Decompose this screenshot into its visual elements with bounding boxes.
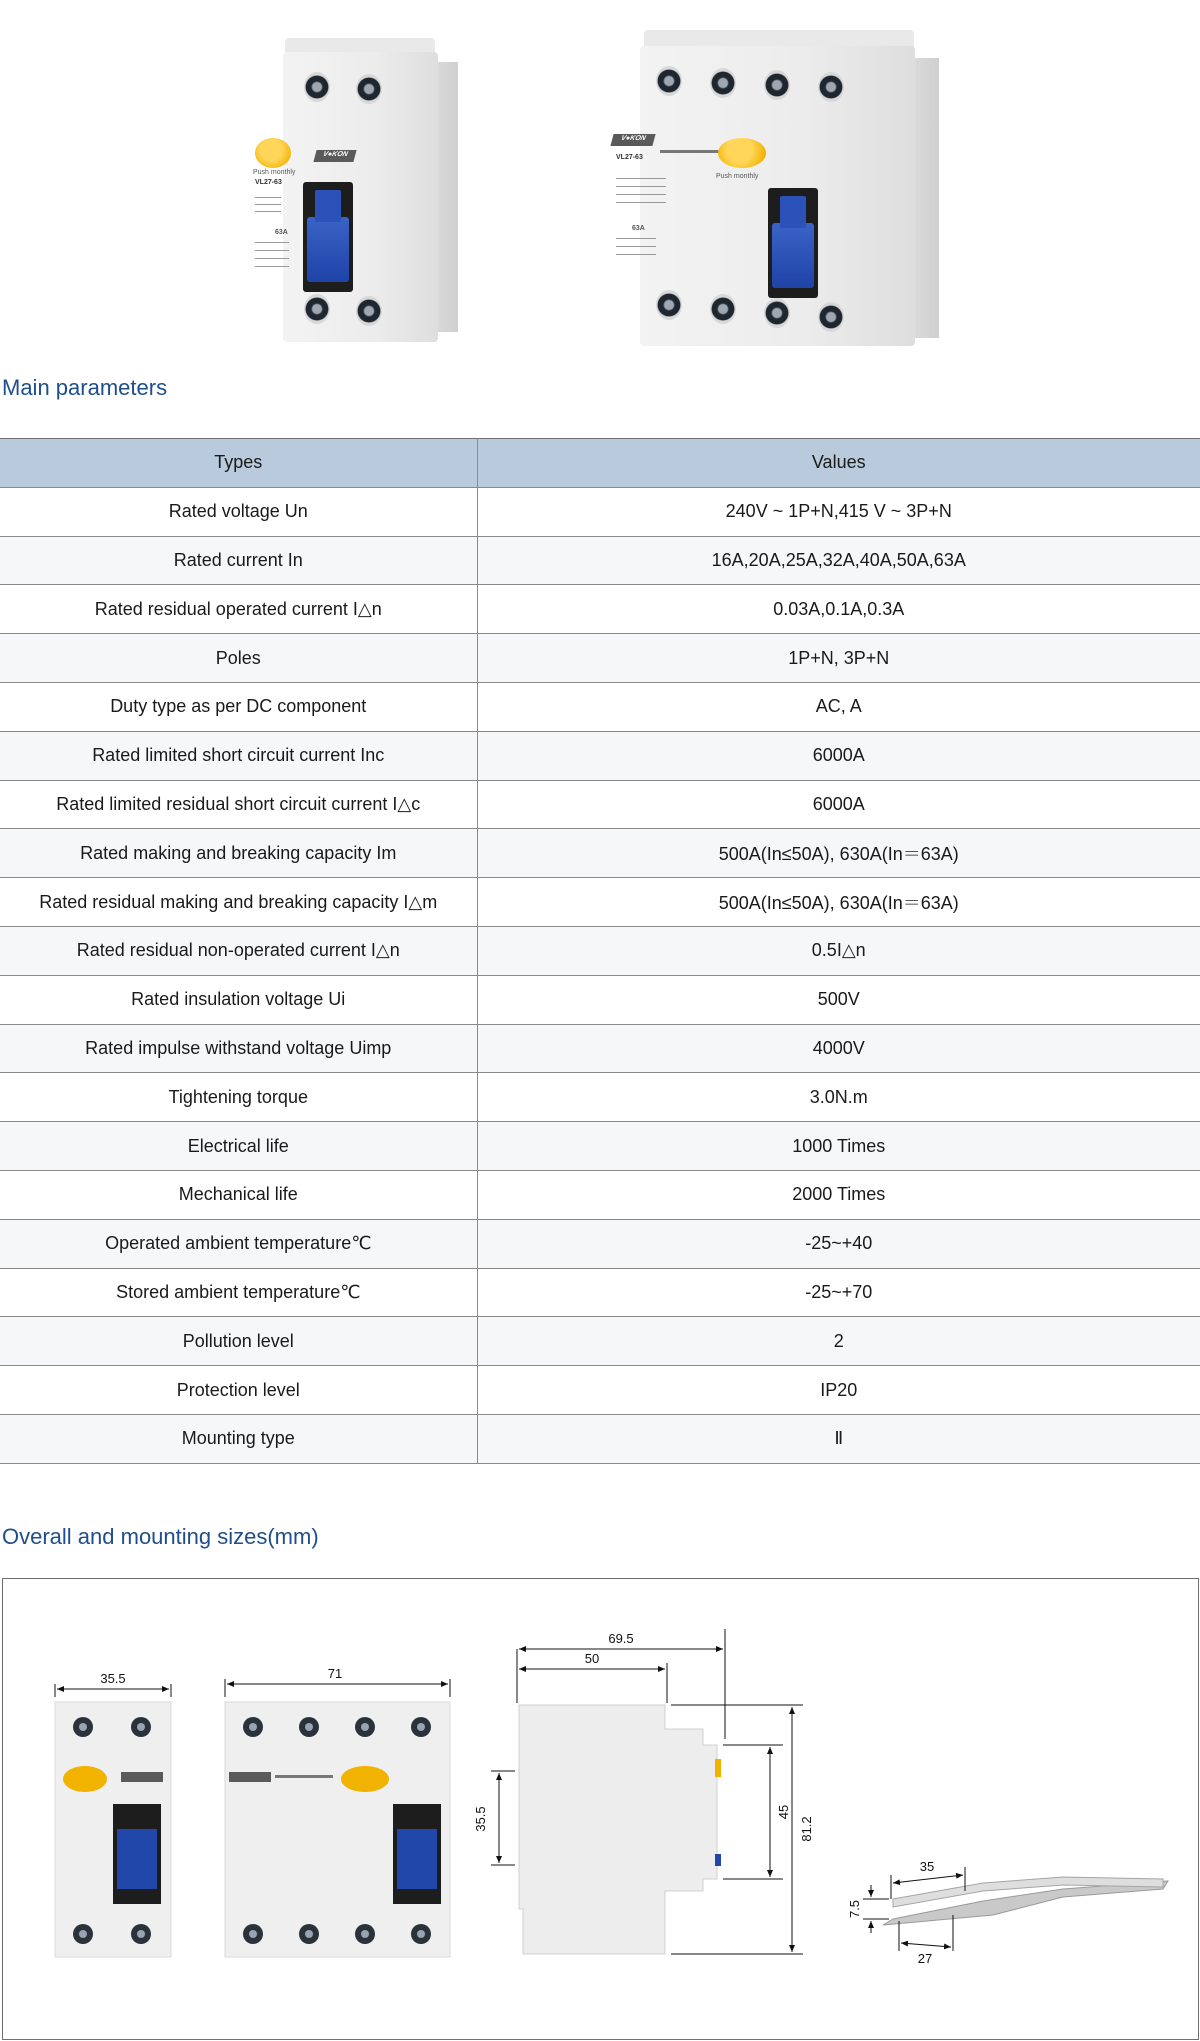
terminal-screw-icon [656,290,682,320]
param-type: Tightening torque [0,1073,477,1122]
param-value: AC, A [477,682,1200,731]
table-row [0,536,1200,585]
dim-side-depth-total: 69.5 [608,1631,634,1646]
dim-rail-inner: 27 [917,1951,933,1966]
param-type: Pollution level [0,1317,477,1366]
param-type: Duty type as per DC component [0,682,477,731]
param-value: 1000 Times [477,1122,1200,1171]
table-row [0,1073,1200,1122]
table-row [0,585,1200,634]
terminal-screw-icon [818,302,844,332]
dim-rail-height: 7.5 [847,1899,862,1919]
terminal-screw-icon [356,74,382,104]
param-value: 500A(In≤50A), 630A(In＝63A) [477,878,1200,927]
table-row [0,926,1200,975]
param-value: 2000 Times [477,1170,1200,1219]
sizes-title: Overall and mounting sizes(mm) [2,1524,319,1549]
table-row [0,1122,1200,1171]
param-value: IP20 [477,1366,1200,1415]
toggle-lever-icon [307,217,349,282]
test-button-icon [718,138,766,168]
rcd-2-pole-photo [245,32,475,347]
table-row [0,975,1200,1024]
test-button-icon [255,138,291,168]
param-type: Mechanical life [0,1170,477,1219]
table-row [0,780,1200,829]
table-row [0,829,1200,878]
table-row [0,487,1200,536]
param-value: 240V ~ 1P+N,415 V ~ 3P+N [477,487,1200,536]
param-value: -25~+70 [477,1268,1200,1317]
param-value: 500V [477,975,1200,1024]
dim-two-pole-width: 35.5 [100,1671,126,1686]
side-view [473,1629,814,1954]
table-row [0,634,1200,683]
table-row [0,878,1200,927]
dim-side-depth-front: 50 [584,1651,600,1666]
two-pole-front-view [55,1671,171,1957]
table-row [0,682,1200,731]
column-header-types: Types [0,439,477,488]
table-row [0,731,1200,780]
param-type: Rated insulation voltage Ui [0,975,477,1024]
param-type: Protection level [0,1366,477,1415]
param-value: 6000A [477,731,1200,780]
param-value: 16A,20A,25A,32A,40A,50A,63A [477,536,1200,585]
terminal-screw-icon [304,294,330,324]
column-header-values: Values [477,439,1200,488]
param-type: Rated residual operated current I△n [0,585,477,634]
param-value: Ⅱ [477,1414,1200,1463]
terminal-screw-icon [818,72,844,102]
param-type: Rated impulse withstand voltage Uimp [0,1024,477,1073]
param-type: Poles [0,634,477,683]
rating-text: 63A [632,225,645,232]
param-value: 2 [477,1317,1200,1366]
param-type: Stored ambient temperature℃ [0,1268,477,1317]
param-value: 3.0N.m [477,1073,1200,1122]
table-row [0,1268,1200,1317]
dim-side-height-mid: 45 [776,1804,791,1820]
param-type: Electrical life [0,1122,477,1171]
din-rail-view [847,1859,1168,1966]
table-row [0,1170,1200,1219]
dim-rail-width: 35 [919,1859,935,1874]
param-type: Rated making and breaking capacity Im [0,829,477,878]
dim-side-height-total: 81.2 [799,1816,814,1842]
param-value: 1P+N, 3P+N [477,634,1200,683]
parameters-table [0,438,1200,1464]
param-type: Rated voltage Un [0,487,477,536]
four-pole-front-view [225,1666,450,1957]
terminal-screw-icon [710,68,736,98]
terminal-screw-icon [764,298,790,328]
rcd-4-pole-photo [604,28,944,353]
terminal-screw-icon [656,66,682,96]
dim-four-pole-width: 71 [327,1666,343,1681]
param-value: 0.5I△n [477,926,1200,975]
terminal-screw-icon [710,294,736,324]
push-monthly-text: Push monthly [716,173,759,180]
push-monthly-text: Push monthly [253,169,296,176]
param-type: Rated residual making and breaking capacity I△m [0,878,477,927]
table-row [0,1317,1200,1366]
brand-logo: V●KON [313,150,356,162]
param-type: Mounting type [0,1414,477,1463]
param-type: Rated limited short circuit current Inc [0,731,477,780]
terminal-screw-icon [356,296,382,326]
toggle-lever-icon [772,223,814,288]
table-row [0,1414,1200,1463]
param-type: Rated limited residual short circuit current I△c [0,780,477,829]
param-type: Rated residual non-operated current I△n [0,926,477,975]
brand-logo: V●KON [610,134,655,146]
dimensions-svg [3,1579,1200,2041]
param-type: Rated current In [0,536,477,585]
main-parameters-title: Main parameters [2,375,168,400]
param-value: 6000A [477,780,1200,829]
terminal-screw-icon [304,72,330,102]
table-header-row [0,439,1200,488]
param-value: 0.03A,0.1A,0.3A [477,585,1200,634]
table-row [0,1219,1200,1268]
dimensions-drawing [2,1578,1199,2040]
param-type: Operated ambient temperature℃ [0,1219,477,1268]
terminal-screw-icon [764,70,790,100]
table-row [0,1024,1200,1073]
param-value: 500A(In≤50A), 630A(In＝63A) [477,829,1200,878]
dim-side-height-front: 35.5 [473,1806,488,1832]
table-row [0,1366,1200,1415]
param-value: 4000V [477,1024,1200,1073]
model-text: VL27-63 [616,154,643,161]
rating-text: 63A [275,229,288,236]
param-value: -25~+40 [477,1219,1200,1268]
model-text: VL27-63 [255,179,282,186]
